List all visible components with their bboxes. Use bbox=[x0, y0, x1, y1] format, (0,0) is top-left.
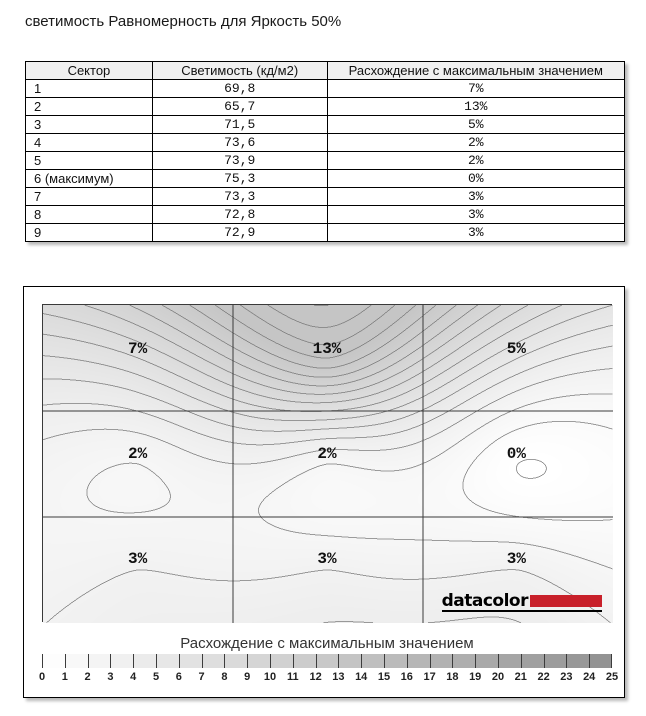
contour-map bbox=[42, 304, 612, 622]
table-row bbox=[26, 170, 625, 188]
colorbar-tick bbox=[566, 654, 567, 668]
colorbar-tick bbox=[452, 654, 453, 668]
colorbar-segment bbox=[270, 654, 293, 668]
sector-cell: 6 (максимум) bbox=[26, 170, 153, 188]
colorbar-tick-label: 15 bbox=[377, 671, 391, 683]
luminance-cell: 72,9 bbox=[152, 224, 327, 242]
cell-label: 3% bbox=[506, 550, 526, 569]
colorbar-tick-label: 8 bbox=[221, 671, 228, 683]
uniformity-table-body bbox=[26, 80, 625, 242]
colorbar-tick-label: 24 bbox=[583, 671, 596, 683]
colorbar-tick-label: 0 bbox=[38, 671, 46, 683]
luminance-cell: 75,3 bbox=[152, 170, 327, 188]
colorbar-tick bbox=[521, 654, 522, 668]
cell-label: 13% bbox=[312, 339, 342, 358]
colorbar-tick bbox=[202, 654, 203, 668]
colorbar-tick bbox=[224, 654, 225, 668]
colorbar-segment bbox=[521, 654, 544, 668]
luminance-cell: 73,9 bbox=[152, 152, 327, 170]
colorbar-tick-label: 25 bbox=[605, 671, 619, 683]
cell-label: 0% bbox=[506, 445, 526, 464]
colorbar-tick bbox=[179, 654, 180, 668]
colorbar-tick-label: 3 bbox=[107, 671, 114, 683]
colorbar-tick-label: 17 bbox=[423, 671, 436, 683]
colorbar-tick-label: 12 bbox=[309, 671, 322, 683]
colorbar-tick bbox=[88, 654, 89, 668]
colorbar-segment bbox=[338, 654, 361, 668]
colorbar-tick bbox=[156, 654, 157, 668]
colorbar-segment bbox=[179, 654, 202, 668]
colorbar-tick-label: 6 bbox=[175, 671, 182, 683]
deviation-cell: 2% bbox=[327, 134, 624, 152]
deviation-cell: 5% bbox=[327, 116, 624, 134]
colorbar-segment bbox=[88, 654, 111, 668]
colorbar-tick bbox=[65, 654, 66, 668]
sector-cell: 2 bbox=[26, 98, 153, 116]
datacolor-logo-text: datacolor bbox=[441, 591, 528, 611]
colorbar-tick bbox=[475, 654, 476, 668]
cell-label: 2% bbox=[317, 445, 337, 464]
colorbar-segment bbox=[247, 654, 270, 668]
colorbar-tick-label: 16 bbox=[400, 671, 413, 683]
sector-cell: 3 bbox=[26, 116, 153, 134]
colorbar-tick-label: 19 bbox=[469, 671, 482, 683]
deviation-cell: 3% bbox=[327, 224, 624, 242]
table-row bbox=[26, 152, 625, 170]
colorbar-tick-label: 10 bbox=[263, 671, 277, 683]
luminance-cell: 73,3 bbox=[152, 188, 327, 206]
deviation-cell: 3% bbox=[327, 206, 624, 224]
luminance-cell: 73,6 bbox=[152, 134, 327, 152]
colorbar-segment bbox=[224, 654, 247, 668]
logo-red-bar bbox=[530, 595, 602, 607]
colorbar-segment bbox=[498, 654, 521, 668]
colorbar-tick bbox=[316, 654, 317, 668]
cell-label: 2% bbox=[128, 445, 148, 464]
table-row bbox=[26, 98, 625, 116]
colorbar-tick-label: 1 bbox=[61, 671, 68, 683]
colorbar-segment bbox=[202, 654, 225, 668]
colorbar-tick-label: 22 bbox=[537, 671, 550, 683]
colorbar-tick bbox=[430, 654, 431, 668]
colorbar-segment bbox=[566, 654, 589, 668]
colorbar-tick-label: 23 bbox=[560, 671, 573, 683]
cell-label: 7% bbox=[128, 339, 148, 358]
page-title: светимость Равномерность для Яркость 50% bbox=[25, 13, 342, 30]
colorbar-tick bbox=[133, 654, 134, 668]
header-deviation: Расхождение с максимальным значением bbox=[327, 62, 624, 80]
contour-panel bbox=[23, 286, 625, 698]
luminance-cell: 71,5 bbox=[152, 116, 327, 134]
colorbar-tick bbox=[407, 654, 408, 668]
colorbar-tick-label: 9 bbox=[244, 671, 251, 683]
colorbar bbox=[42, 654, 612, 668]
colorbar-tick-label: 18 bbox=[446, 671, 459, 683]
colorbar-segment bbox=[475, 654, 498, 668]
luminance-cell: 69,8 bbox=[152, 80, 327, 98]
sector-cell: 1 bbox=[26, 80, 153, 98]
colorbar-tick-label: 5 bbox=[152, 671, 160, 683]
colorbar-tick-label: 11 bbox=[286, 671, 299, 683]
deviation-cell: 3% bbox=[327, 188, 624, 206]
colorbar-segment bbox=[589, 654, 612, 668]
table-row bbox=[26, 206, 625, 224]
table-row bbox=[26, 224, 625, 242]
sector-cell: 9 bbox=[26, 224, 153, 242]
cell-label: 3% bbox=[317, 550, 337, 569]
colorbar-tick bbox=[338, 654, 339, 668]
cell-label: 5% bbox=[506, 339, 526, 358]
cell-label: 3% bbox=[128, 550, 148, 569]
colorbar-segment bbox=[110, 654, 133, 668]
deviation-cell: 2% bbox=[327, 152, 624, 170]
datacolor-logo bbox=[441, 591, 602, 612]
table-row bbox=[26, 116, 625, 134]
colorbar-title: Расхождение с максимальным значением bbox=[180, 635, 474, 652]
colorbar-tick-label: 14 bbox=[355, 671, 368, 683]
colorbar-segment bbox=[133, 654, 156, 668]
colorbar-segment bbox=[65, 654, 88, 668]
colorbar-tick-label: 2 bbox=[84, 671, 91, 683]
colorbar-segment bbox=[407, 654, 430, 668]
luminance-cell: 72,8 bbox=[152, 206, 327, 224]
colorbar-tick bbox=[384, 654, 385, 668]
uniformity-table bbox=[25, 61, 625, 242]
colorbar-tick bbox=[270, 654, 271, 668]
colorbar-segment bbox=[361, 654, 384, 668]
deviation-cell: 0% bbox=[327, 170, 624, 188]
colorbar-tick-labels bbox=[38, 671, 619, 684]
header-luminance: Светимость (кд/м2) bbox=[152, 62, 327, 80]
header-sector: Сектор bbox=[26, 62, 153, 80]
table-row bbox=[26, 80, 625, 98]
colorbar-segment bbox=[430, 654, 453, 668]
table-header bbox=[26, 62, 625, 80]
deviation-cell: 7% bbox=[327, 80, 624, 98]
luminance-cell: 65,7 bbox=[152, 98, 327, 116]
colorbar-segment bbox=[156, 654, 179, 668]
colorbar-tick-label: 21 bbox=[514, 671, 527, 683]
colorbar-tick bbox=[611, 654, 612, 668]
table-row bbox=[26, 134, 625, 152]
colorbar-tick bbox=[361, 654, 362, 668]
colorbar-tick bbox=[544, 654, 545, 668]
sector-cell: 5 bbox=[26, 152, 153, 170]
colorbar-tick bbox=[498, 654, 499, 668]
colorbar-tick bbox=[589, 654, 590, 668]
colorbar-segment bbox=[42, 654, 65, 668]
colorbar-tick bbox=[110, 654, 111, 668]
colorbar-tick bbox=[293, 654, 294, 668]
deviation-cell: 13% bbox=[327, 98, 624, 116]
sector-cell: 8 bbox=[26, 206, 153, 224]
colorbar-tick-label: 4 bbox=[130, 671, 137, 683]
colorbar-tick-label: 20 bbox=[491, 671, 505, 683]
colorbar-tick-label: 13 bbox=[332, 671, 345, 683]
table-row bbox=[26, 188, 625, 206]
colorbar-tick bbox=[247, 654, 248, 668]
sector-cell: 4 bbox=[26, 134, 153, 152]
colorbar-tick-label: 7 bbox=[198, 671, 205, 683]
colorbar-segment bbox=[316, 654, 339, 668]
colorbar-segment bbox=[544, 654, 567, 668]
sector-cell: 7 bbox=[26, 188, 153, 206]
colorbar-segment bbox=[452, 654, 475, 668]
colorbar-tick bbox=[42, 654, 43, 668]
colorbar-segment bbox=[384, 654, 407, 668]
colorbar-segment bbox=[293, 654, 316, 668]
